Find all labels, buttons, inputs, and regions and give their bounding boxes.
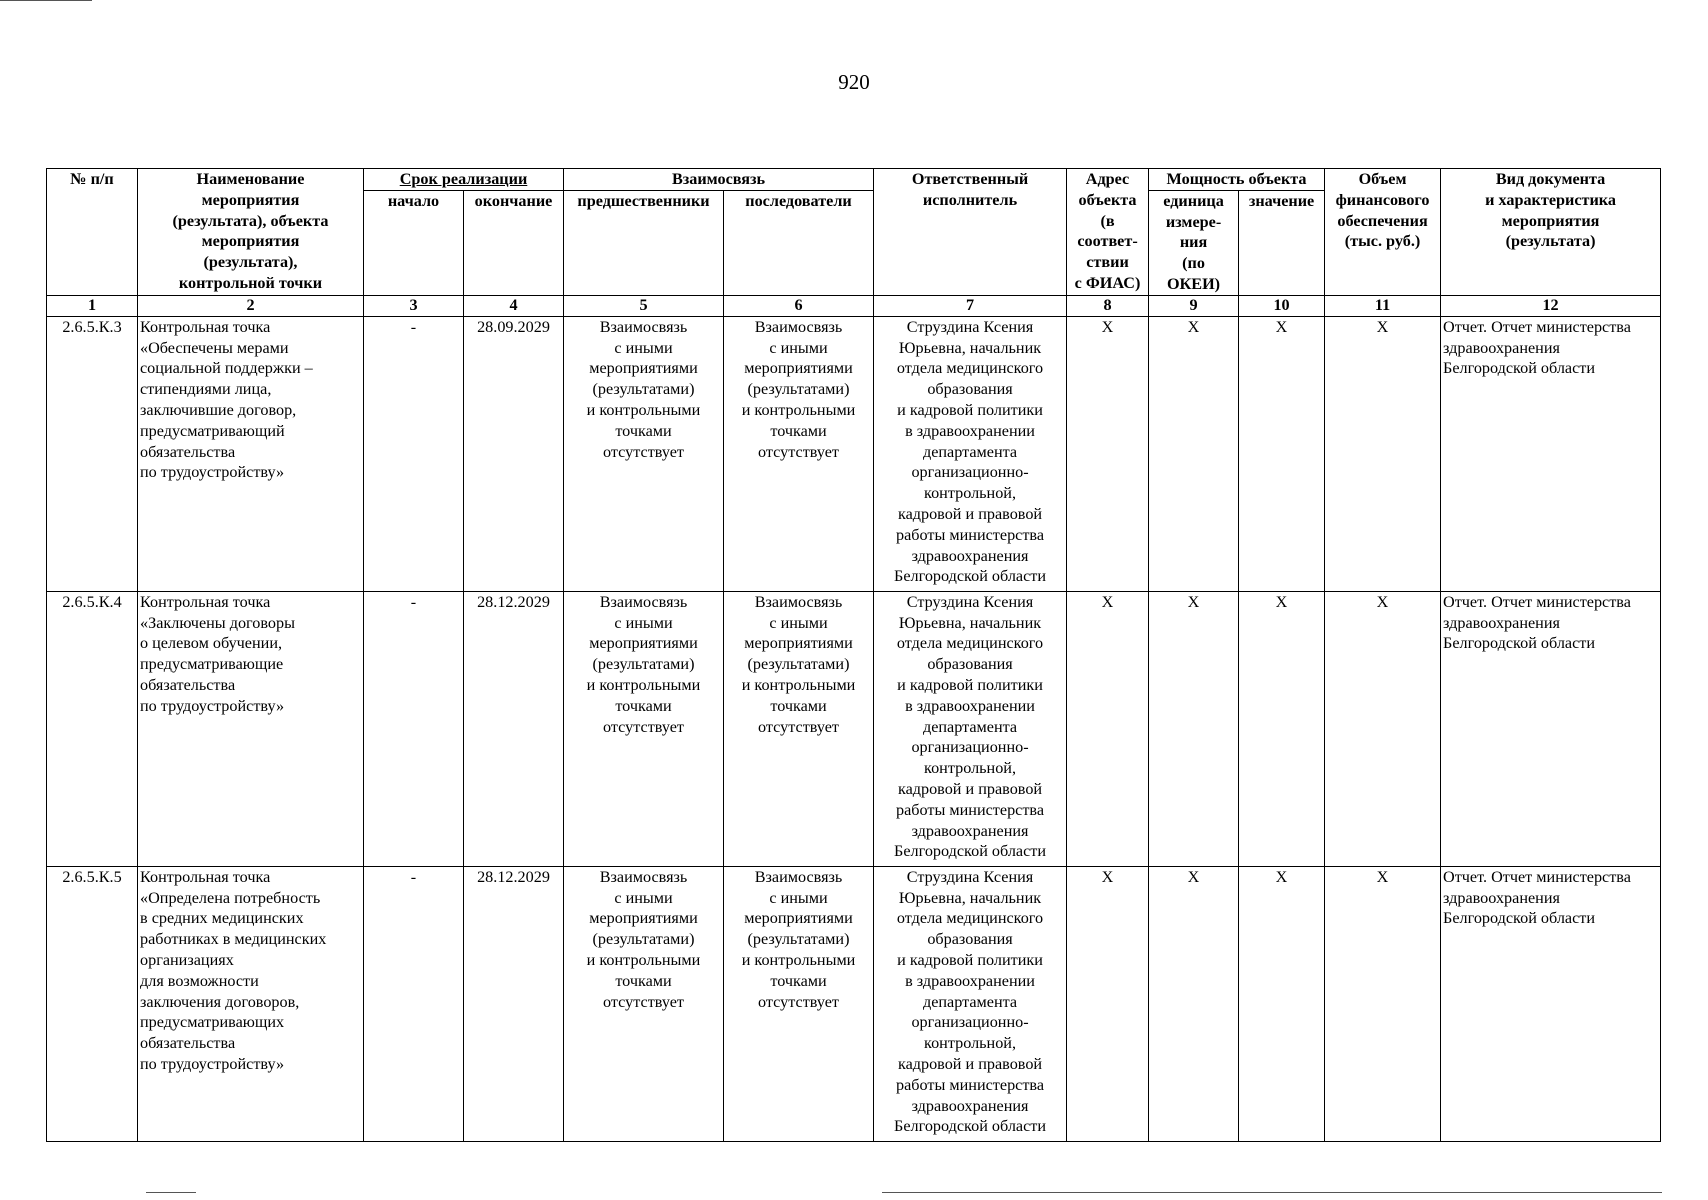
header-term: Срок реализации (364, 169, 564, 191)
column-number: 3 (364, 295, 464, 316)
row-number: 2.6.5.К.4 (47, 591, 138, 866)
row-responsible: Струздина Ксения Юрьевна, начальник отдела медицинского образования и кадровой политики в здравоохранении департамента организационно- контрольной, кадровой и правовой работы министерства здравоохранения Белгородской области (874, 591, 1067, 866)
row-predecessors: Взаимосвязь с иными мероприятиями (результатами) и контрольными точками отсутствует (564, 591, 724, 866)
header-term-end: окончание (464, 190, 564, 295)
row-start: - (364, 316, 464, 591)
row-end: 28.12.2029 (464, 591, 564, 866)
column-number: 1 (47, 295, 138, 316)
column-number: 8 (1067, 295, 1149, 316)
row-finance: X (1325, 591, 1441, 866)
row-document: Отчет. Отчет министерства здравоохранения Белгородской области (1441, 866, 1661, 1141)
row-document: Отчет. Отчет министерства здравоохранения Белгородской области (1441, 591, 1661, 866)
row-name: Контрольная точка «Заключены договоры о целевом обучении, предусматривающие обязательства по трудоустройству» (138, 591, 364, 866)
row-number: 2.6.5.К.5 (47, 866, 138, 1141)
scan-artifact-line (0, 0, 92, 1)
column-number: 6 (724, 295, 874, 316)
row-name: Контрольная точка «Определена потребность в средних медицинских работниках в медицинских организациях для возможности заключения договоров, предусматривающих обязательства по трудоустройству» (138, 866, 364, 1141)
column-number: 9 (1149, 295, 1239, 316)
row-responsible: Струздина Ксения Юрьевна, начальник отдела медицинского образования и кадровой политики в здравоохранении департамента организационно- контрольной, кадровой и правовой работы министерства здравоохранения Белгородской области (874, 316, 1067, 591)
column-number: 5 (564, 295, 724, 316)
row-end: 28.09.2029 (464, 316, 564, 591)
header-finance: Объем финансового обеспечения (тыс. руб.) (1325, 169, 1441, 296)
column-numbers-row (47, 295, 1661, 316)
header-term-start: начало (364, 190, 464, 295)
row-value: X (1239, 591, 1325, 866)
table-row (47, 591, 1661, 866)
column-number: 10 (1239, 295, 1325, 316)
row-document: Отчет. Отчет министерства здравоохранения Белгородской области (1441, 316, 1661, 591)
header-link-next: последователи (724, 190, 874, 295)
header-link: Взаимосвязь (564, 169, 874, 191)
row-number: 2.6.5.К.3 (47, 316, 138, 591)
column-number: 4 (464, 295, 564, 316)
page-number: 920 (838, 70, 870, 94)
row-value: X (1239, 316, 1325, 591)
row-address: X (1067, 866, 1149, 1141)
header-responsible: Ответственный исполнитель (874, 169, 1067, 296)
row-unit: X (1149, 316, 1239, 591)
row-finance: X (1325, 316, 1441, 591)
scan-artifact-line (882, 1192, 1662, 1193)
row-start: - (364, 866, 464, 1141)
header-name: Наименование мероприятия (результата), объекта мероприятия (результата), контрольной точки (138, 169, 364, 296)
scan-artifact-line (146, 1192, 196, 1193)
row-unit: X (1149, 591, 1239, 866)
row-address: X (1067, 316, 1149, 591)
header-link-prev: предшественники (564, 190, 724, 295)
header-power: Мощность объекта (1149, 169, 1325, 191)
column-number: 2 (138, 295, 364, 316)
row-name: Контрольная точка «Обеспечены мерами социальной поддержки – стипендиями лица, заключившие договор, предусматривающий обязательства по трудоустройству» (138, 316, 364, 591)
column-number: 7 (874, 295, 1067, 316)
control-points-table (46, 168, 1661, 1142)
row-address: X (1067, 591, 1149, 866)
row-predecessors: Взаимосвязь с иными мероприятиями (результатами) и контрольными точками отсутствует (564, 866, 724, 1141)
table-row (47, 866, 1661, 1141)
header-power-value: значение (1239, 190, 1325, 295)
table-row (47, 316, 1661, 591)
row-predecessors: Взаимосвязь с иными мероприятиями (результатами) и контрольными точками отсутствует (564, 316, 724, 591)
row-responsible: Струздина Ксения Юрьевна, начальник отдела медицинского образования и кадровой политики в здравоохранении департамента организационно- контрольной, кадровой и правовой работы министерства здравоохранения Белгородской области (874, 866, 1067, 1141)
row-start: - (364, 591, 464, 866)
column-number: 12 (1441, 295, 1661, 316)
row-unit: X (1149, 866, 1239, 1141)
header-document: Вид документа и характеристика мероприятия (результата) (1441, 169, 1661, 296)
row-successors: Взаимосвязь с иными мероприятиями (результатами) и контрольными точками отсутствует (724, 866, 874, 1141)
header-num: № п/п (47, 169, 138, 296)
row-value: X (1239, 866, 1325, 1141)
row-successors: Взаимосвязь с иными мероприятиями (результатами) и контрольными точками отсутствует (724, 591, 874, 866)
header-address: Адрес объекта (в соответ- ствии с ФИАС) (1067, 169, 1149, 296)
header-power-unit: единица измере- ния (по ОКЕИ) (1149, 190, 1239, 295)
row-successors: Взаимосвязь с иными мероприятиями (результатами) и контрольными точками отсутствует (724, 316, 874, 591)
row-end: 28.12.2029 (464, 866, 564, 1141)
column-number: 11 (1325, 295, 1441, 316)
row-finance: X (1325, 866, 1441, 1141)
